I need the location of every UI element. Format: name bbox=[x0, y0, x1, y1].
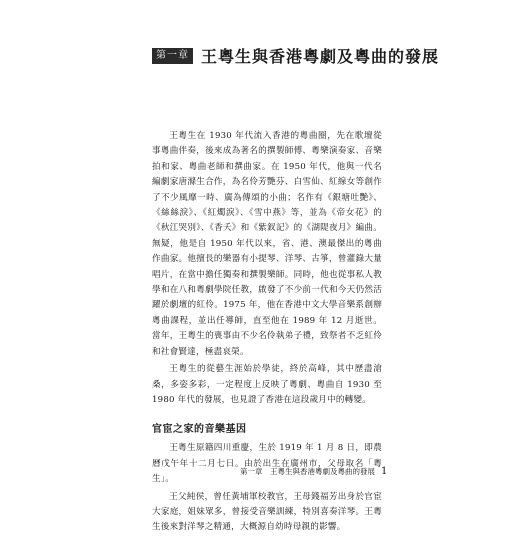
section-heading: 官宦之家的音樂基因 bbox=[152, 424, 247, 436]
paragraph-family: 王父純侯，曾任黃埔軍校教官，王母錢福芳出身於官宦大家庭，姐妹眾多，曾接受音樂訓練，特別喜奏洋琴。王粵生後來對洋琴之精通，大概源自幼時母親的影響。 bbox=[152, 491, 382, 533]
page-number: 1 bbox=[381, 466, 388, 477]
paragraph-intro: 王粵生在 1930 年代流入香港的粵曲圈，先在歌壇從事粵曲伴奏，後來成為著名的撰製師傅、粵樂演奏家、音樂拍和家、粵曲老師和撰曲家。在 1950 年代，他與一代名編劇家唐滌生合作，為名伶芳艷芬、白雪仙、紅線女等創作了不少風靡一時、廣為傳頌的小曲；名作有《銀塘吐艷》、《絲絲淚》、《紅燭淚》、《雪中燕》等，並為《帝女花》的《秋江哭別》、《香夭》和《紫釵記》的《湖隄夜月》編曲。無疑，他是自 1950 年代以來，省、港、澳最傑出的粵曲作曲家。他擅長的樂器有小提琴、洋琴、古箏，曾灌錄大量唱片，在當中擔任獨奏和撰製樂師。同時，他也從事私人教學和在八和粵劇學院任教，啟發了不少前一代和今天仍然活躍於劇壇的紅伶。1975 年，他在香港中文大學音樂系創辦粵曲課程，並出任導師，直至他在 1989 年 12 月逝世。當年，王粵生的喪事由不少名伶執弟子禮，致祭者不乏紅伶和社會賢達，極盡哀榮。 bbox=[152, 131, 382, 357]
chapter-header bbox=[152, 44, 439, 67]
paragraph-career: 王粵生的從藝生涯始於學徒，終於高峰，其中歷盡滄桑，多姿多彩，一定程度上反映了粵劇、粵曲自 1930 至 1980 年代的發展，也見證了香港在這段歲月中的轉變。 bbox=[152, 364, 382, 405]
running-head: 第一章 王粵生與香港粵劇及粵曲的發展 bbox=[240, 467, 375, 476]
chapter-title: 王粵生與香港粵劇及粵曲的發展 bbox=[201, 47, 440, 66]
page-footer bbox=[240, 466, 388, 477]
chapter-label: 第一章 bbox=[152, 48, 193, 64]
paragraph-birth: 王粵生原籍四川重慶，生於 1919 年 1 月 8 日，即農曆戊午年十二月七日。由於出生在廣州市，父母取名「粵生」。 bbox=[152, 443, 382, 485]
